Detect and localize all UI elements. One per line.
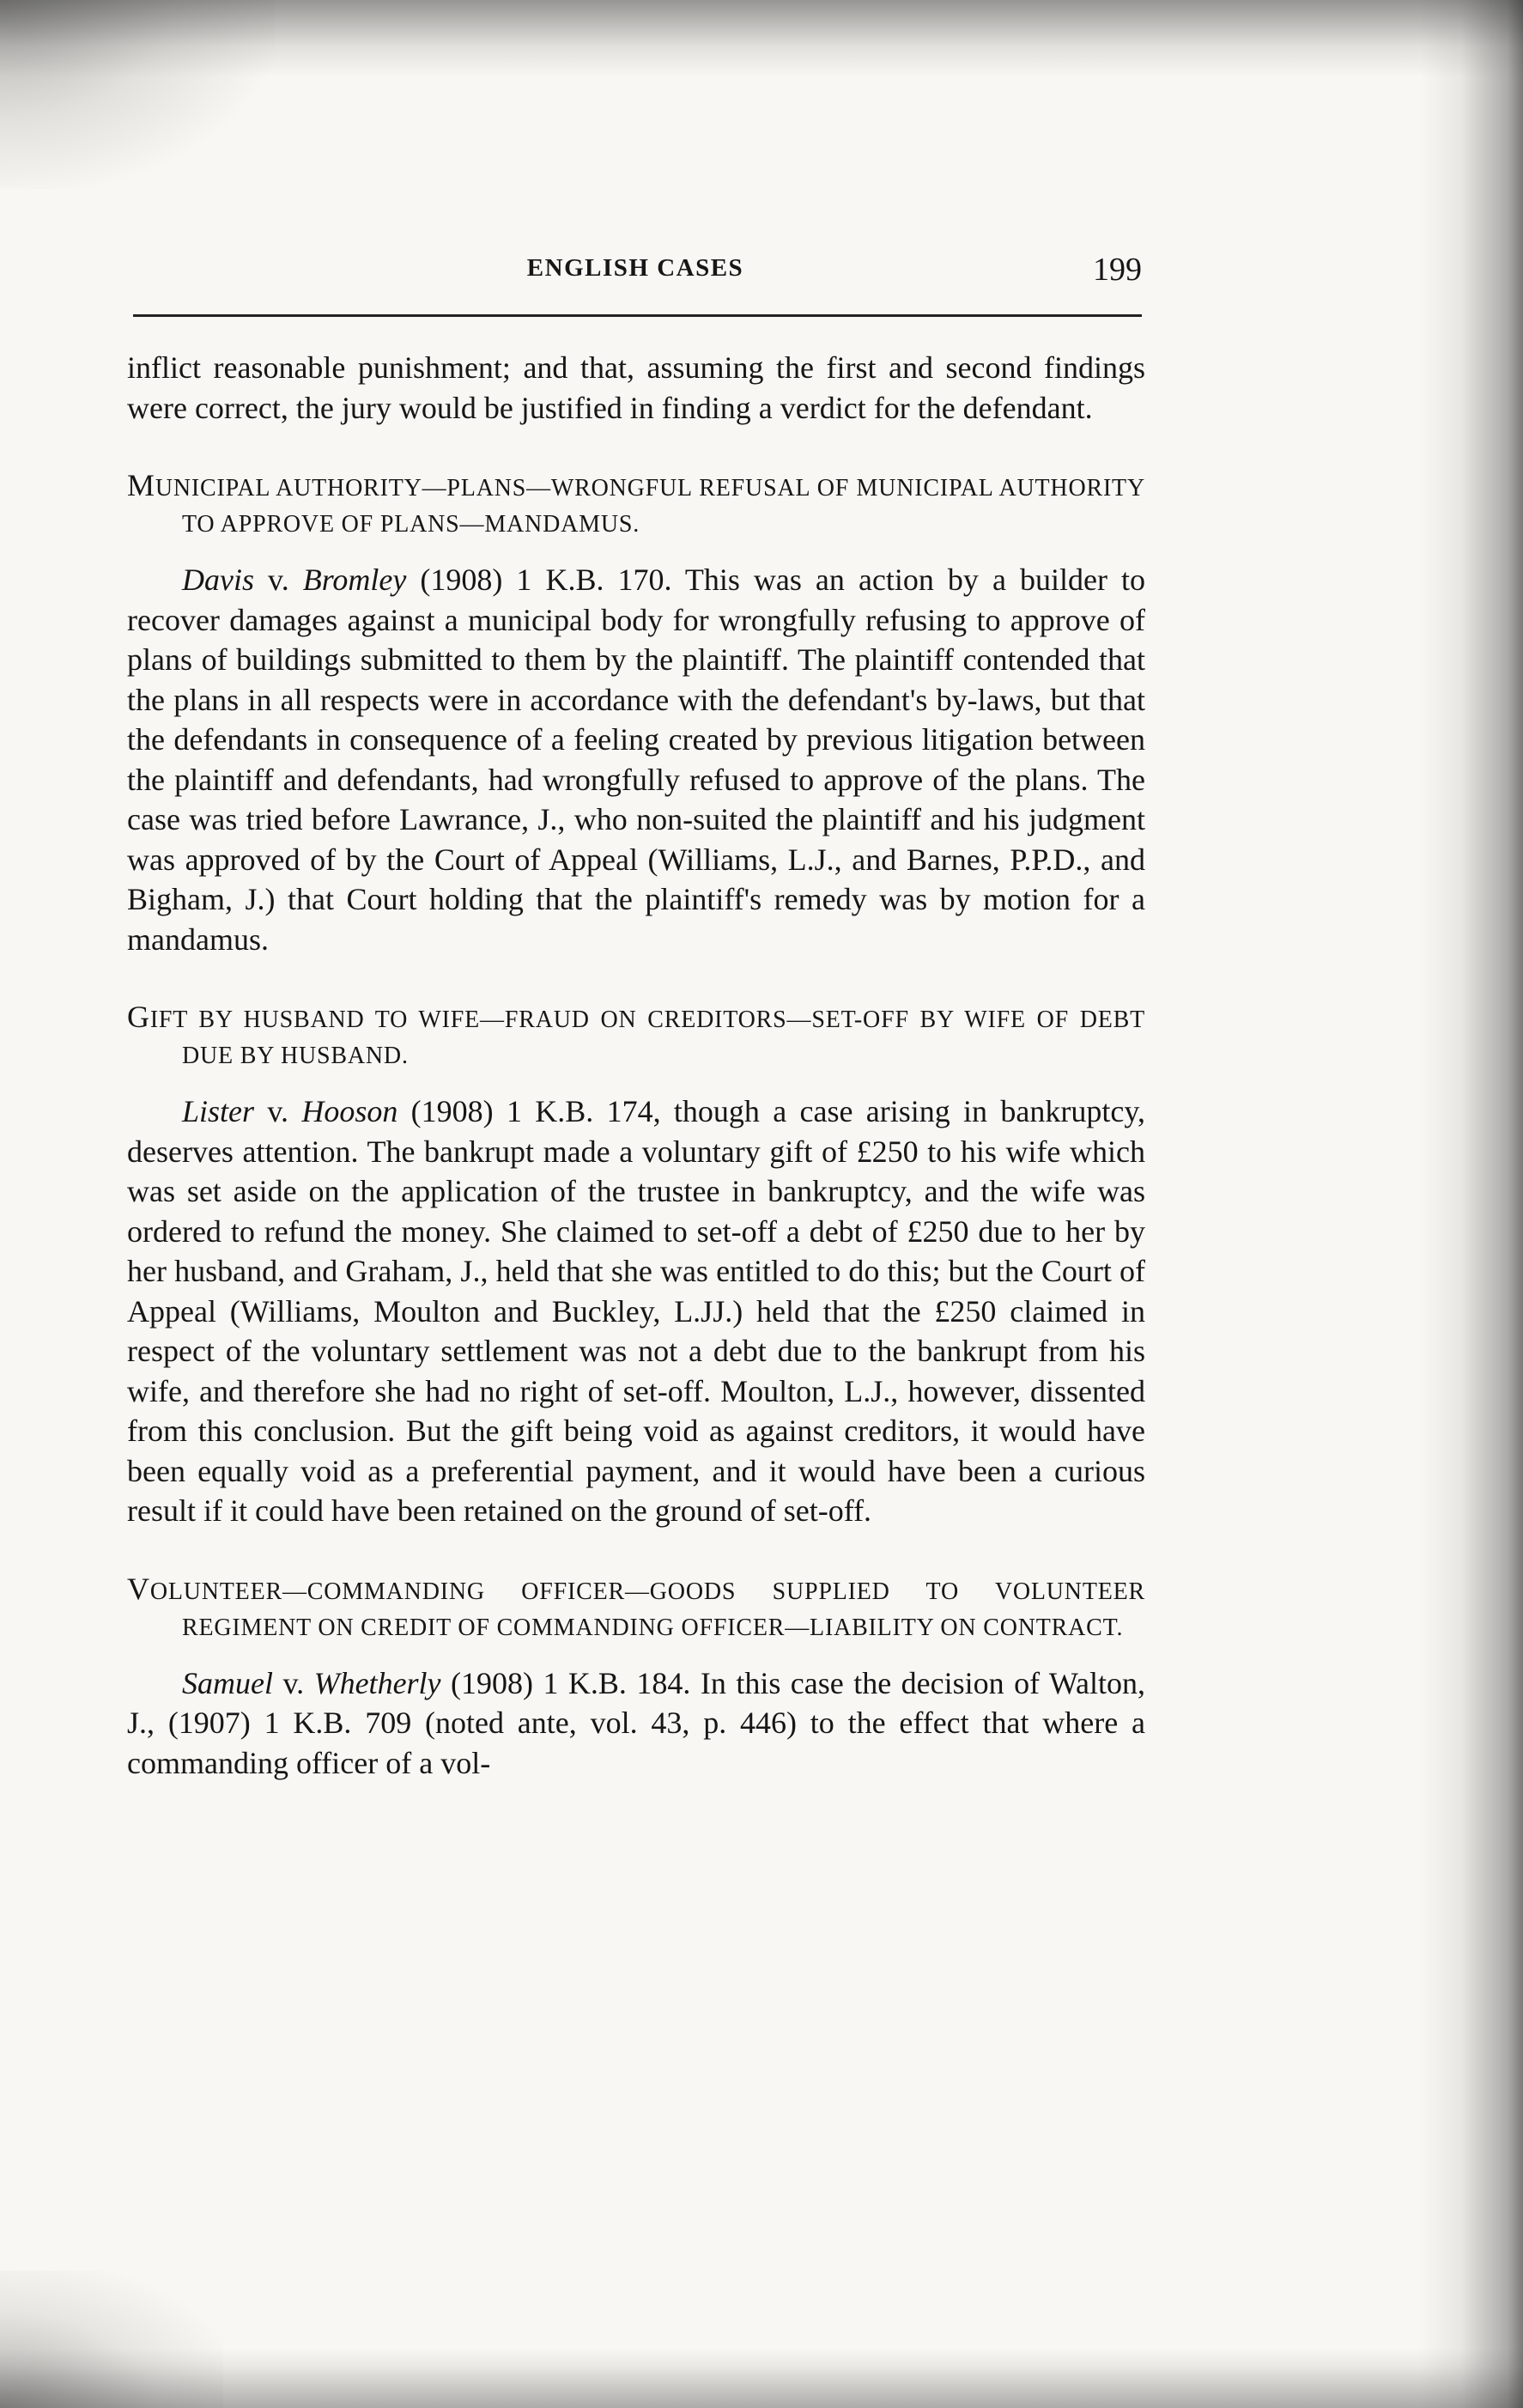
case-party-2: Bromley xyxy=(302,562,407,597)
case-party-1: Samuel xyxy=(182,1665,273,1700)
page-number: 199 xyxy=(1093,252,1142,288)
running-head xyxy=(129,251,1142,294)
heading-initial: G xyxy=(127,1000,150,1034)
versus: v. xyxy=(254,562,303,597)
heading-text: OLUNTEER—COMMANDING OFFICER—GOODS SUPPLIED TO VOLUNTEER REGIMENT ON CREDIT OF COMMANDING OFFICER—LIABILITY ON CONTRACT. xyxy=(149,1578,1145,1641)
heading-text: IFT BY HUSBAND TO WIFE—FRAUD ON CREDITORS—SET-OFF BY WIFE OF DEBT DUE BY HUSBAND. xyxy=(149,1006,1145,1069)
versus: v. xyxy=(254,1094,302,1128)
case-party-2: Whetherly xyxy=(313,1665,441,1700)
section-heading xyxy=(127,999,1145,1074)
running-head-title: ENGLISH CASES xyxy=(526,254,744,282)
case-party-1: Lister xyxy=(182,1094,255,1128)
opening-paragraph: inflict reasonable punishment; and that, assuming the first and second findings were correct, the jury would be justified in finding a verdict for the defendant. xyxy=(127,350,1145,425)
header-rule xyxy=(133,314,1142,317)
scan-edge-shadow xyxy=(1420,0,1523,2408)
body-text xyxy=(127,348,1145,1783)
case-paragraph xyxy=(127,1663,1145,1784)
section-heading xyxy=(127,467,1145,543)
case-body: (1908) 1 K.B. 170. This was an action by a builder to recover damages against a municipal body for wrongfully refusing to approve of plans of buildings submitted to them by the plaintiff. The plaintiff contended that the plans in all respects were in accordance with the defendant's by-laws, but that the defendants in consequence of a feeling created by previous litigation between the plaintiff and defendants, had wrongfully refused to approve of the plans. The case was tried before Lawrance, J., who non-suited the plaintiff and his judgment was approved of by the Court of Appeal (Williams, L.J., and Barnes, P.P.D., and Bigham, J.) that Court holding that the plaintiff's remedy was by motion for a mandamus. xyxy=(127,562,1145,957)
scan-corner-shadow xyxy=(0,0,275,189)
heading-initial: V xyxy=(127,1571,150,1606)
versus: v. xyxy=(272,1665,314,1700)
case-party-2: Hooson xyxy=(301,1094,398,1128)
scan-bottom-shadow xyxy=(0,2348,1523,2408)
case-body: (1908) 1 K.B. 184. In this case the decision of Walton, J., (1907) 1 K.B. 709 (noted ante, vol. 43, p. 446) to the effect that where a commanding officer of a vol- xyxy=(127,1665,1145,1780)
section-heading xyxy=(127,1571,1145,1646)
case-party-1: Davis xyxy=(182,562,254,597)
case-paragraph xyxy=(127,560,1145,959)
case-body: (1908) 1 K.B. 174, though a case arising in bankruptcy, deserves attention. The bankrupt made a voluntary gift of £250 to his wife which was set aside on the application of the trustee in bankruptcy, and the wife was ordered to refund the money. She claimed to set-off a debt of £250 due to her by her husband, and Graham, J., held that she was entitled to do this; but the Court of Appeal (Williams, Moulton and Buckley, L.JJ.) held that the £250 claimed in respect of the voluntary settlement was not a debt due to the bankrupt from his wife, and therefore she had no right of set-off. Moulton, L.J., however, dissented from this conclusion. But the gift being void as against creditors, it would have been equally void as a preferential payment, and it would have been a curious result if it could have been retained on the ground of set-off. xyxy=(127,1094,1145,1528)
case-paragraph xyxy=(127,1092,1145,1531)
scan-corner-shadow xyxy=(0,2271,223,2408)
heading-initial: M xyxy=(127,468,155,502)
heading-text: UNICIPAL AUTHORITY—PLANS—WRONGFUL REFUSAL OF MUNICIPAL AUTHORITY TO APPROVE OF PLANS—MANDAMUS. xyxy=(155,475,1145,538)
